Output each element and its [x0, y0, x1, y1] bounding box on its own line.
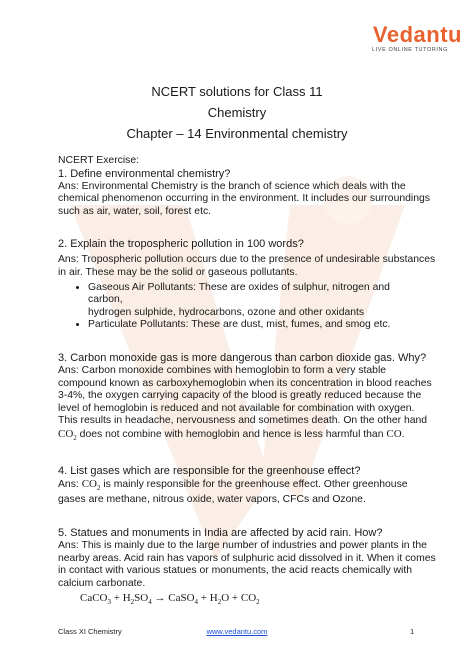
answer-3-line: compound known as carboxyhemoglobin when its concentration in blood reaches — [58, 377, 432, 389]
list-item — [88, 319, 418, 332]
answer-3-line: $CO_2$ does not combine with hemoglobin and hence is less harmful than CO. — [58, 427, 405, 443]
answer-5-line: nearby areas. Acid rain has vapors of sulphuric acid dissolved in it. When it comes — [58, 552, 436, 564]
question-5: 5. Statues and monuments in India are affected by acid rain. How? — [58, 527, 383, 540]
bullet-term: Gaseous Air Pollutants: — [88, 281, 197, 293]
answer-5-line: in contact with various statues or monuments, the acid reacts chemically with — [58, 565, 413, 577]
reaction-equation: CaCO$_3$ + $H_2SO_4$ → CaSO$_4$ + $H_2O + CO_2$ — [80, 592, 260, 607]
answer-4-line: gases are methane, nitrous oxide, water vapors, CFCs and Ozone. — [58, 494, 366, 506]
answer-2-line: Ans: Tropospheric pollution occurs due to the presence of undesirable substances — [58, 254, 436, 266]
title-line-2: Chemistry — [207, 105, 267, 120]
bullet-text: These are oxides of sulphur, nitrogen and carbon, — [88, 281, 390, 306]
question-3: 3. Carbon monoxide gas is more dangerous than carbon dioxide gas. Why? — [58, 351, 427, 364]
co2-formula: $CO_2$ — [58, 427, 77, 443]
logo-wordmark: Vedantu — [372, 22, 462, 47]
bullet-term: Particulate Pollutants: — [88, 319, 189, 331]
title-line-1: NCERT solutions for Class 11 — [151, 84, 323, 99]
bullet-text: These are dust, mist, fumes, and smog etc. — [188, 319, 391, 331]
page-number: 1 — [410, 627, 415, 636]
answer-3-line: level of hemoglobin is reduced and not available for combination with oxygen. — [58, 402, 415, 414]
answer-1-line: Ans: Environmental Chemistry is the branch of science which deals with the — [58, 180, 406, 192]
answer-4-line: Ans: $CO_2$ is mainly responsible for the greenhouse effect. Other greenhouse — [58, 477, 408, 492]
title-line-3: Chapter – 14 Environmental chemistry — [126, 126, 348, 141]
answer-2-line: in air. These may be the solid or gaseous pollutants. — [58, 266, 298, 278]
co-formula: CO — [386, 427, 402, 440]
footer-website-link[interactable]: www.vedantu.com — [206, 627, 268, 636]
pollutant-list — [58, 282, 418, 332]
footer-subject: Class XI Chemistry — [58, 627, 122, 636]
answer-1-line: such as air, water, soil, forest etc. — [58, 205, 212, 217]
document-body — [58, 155, 436, 609]
answer-5-line: Ans: This is mainly due to the large number of industries and power plants in the — [58, 540, 427, 552]
question-4: 4. List gases which are responsible for the greenhouse effect? — [58, 464, 361, 477]
bullet-text: hydrogen sulphide, hydrocarbons, ozone and other oxidants — [88, 306, 365, 318]
question-2: 2. Explain the tropospheric pollution in 100 words? — [58, 238, 304, 251]
co2-formula: $CO_2$ — [81, 477, 101, 492]
question-1: 1. Define environmental chemistry? — [58, 167, 231, 180]
answer-3-line: This results in headache, nervousness and sometimes death. On the other hand — [58, 415, 428, 427]
answer-3-line: 3-4%, the oxygen carrying capacity of the blood is greatly reduced because the — [58, 390, 422, 402]
answer-5-line: calcium carbonate. — [58, 577, 146, 589]
answer-3-line: Ans: Carbon monoxide combines with hemoglobin to form a very stable — [58, 364, 387, 376]
exercise-heading: NCERT Exercise: — [58, 155, 140, 166]
list-item — [88, 282, 418, 320]
vedantu-logo — [344, 24, 462, 53]
logo-tagline: LIVE ONLINE TUTORING — [372, 47, 448, 53]
answer-1-line: chemical phenomenon occurring in the environment. It includes our surroundings — [58, 193, 430, 205]
